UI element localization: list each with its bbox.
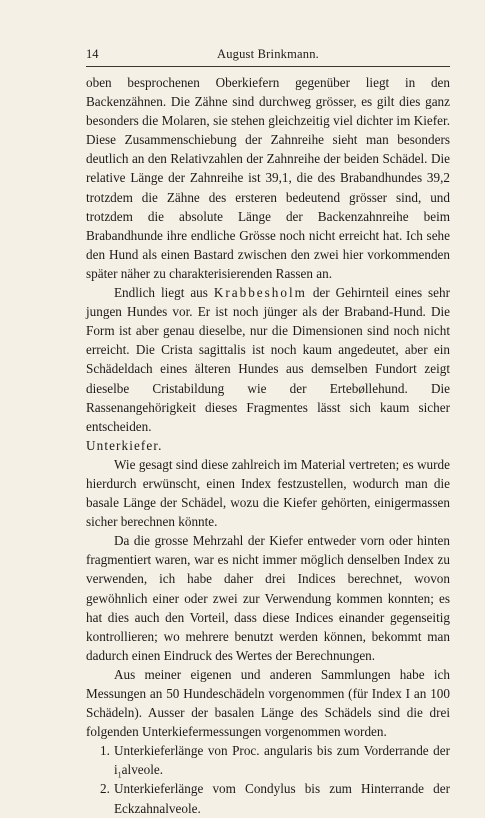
paragraph-4: Da die grosse Mehrzahl der Kiefer entweder vorn oder hinten fragmentiert waren, war es nicht immer möglich denselben Index zu verwenden, ich habe daher drei Indices berechnet, wovon gewöhnlich einer oder zwei zur Verwendung kommen konnten; es hat dies auch den Vorteil, dass diese Indices einander gegenseitig kontrollieren; wo mehrere benutzt werden können, bekommt man dadurch einen Eindruck des Wertes der Berechnungen. [86, 533, 450, 663]
header-rule [86, 66, 450, 67]
paragraph-2-start: Endlich liegt aus [114, 285, 208, 301]
list-subscript: 1 [117, 771, 122, 781]
page-number: 14 [86, 47, 99, 61]
list-item [86, 779, 450, 817]
body-text [86, 73, 450, 818]
place-name-krabbesholm: Krabbesholm [213, 285, 307, 301]
section-heading: Unterkiefer. [86, 437, 163, 453]
page-header [86, 47, 450, 65]
paragraph-2 [86, 283, 450, 436]
list-text-end: alveole. [121, 762, 164, 778]
running-title: August Brinkmann. [216, 47, 319, 61]
paragraph-3: Wie gesagt sind diese zahlreich im Material vertreten; es wurde hierdurch erwünscht, einen Index festzustellen, wodurch man die basale Länge der Schädel, wozu die Kiefer gehörten, einigermassen sicher berechnen könnte. [86, 456, 450, 530]
list-number: 1. [100, 743, 110, 759]
paragraph-1: oben besprochenen Oberkiefern gegenüber liegt in den Backenzähnen. Die Zähne sind durchweg grösser, es gilt dies ganz besonders die Molaren, sie stehen gleichzeitig viel dichter im Kiefer. Diese Zusammenschiebung der Zahnreihe sieht man besonders deutlich an den Relativzahlen der Zahnreihe der beiden Schädel. Die relative Länge der Zahnreihe ist 39,1, die des Brabandhundes 39,2 trotzdem die Zähne des ersteren bedeutend grösser sind, und trotzdem die absolute Länge der Backenzahnreihe beim Brabandhunde ihre endliche Grösse noch nicht erreicht hat. Ich sehe den Hund als einen Bastard zwischen den zwei hier vorkommenden später näher zu charakterisierenden Rassen an. [86, 75, 450, 281]
list-number: 2. [100, 781, 110, 797]
paragraph-2-rest: der Gehirnteil eines sehr jungen Hundes vor. Er ist noch jünger als der Braband-Hund. Die Form ist aber genau dieselbe, nur die Dimensionen sind noch nicht erreicht. Die Crista sagittalis ist noch kaum angedeutet, aber ein Schädeldach eines älteren Hundes aus demselben Fundort zeigt dieselbe Cristabildung wie der Ertebøllehund. Die Rassenangehörigkeit dieses Fragmentes lässt sich kaum sicher entscheiden. [86, 285, 451, 434]
paragraph-5: Aus meiner eigenen und anderen Sammlungen habe ich Messungen an 50 Hundeschädeln vorgenommen (für Index I an 100 Schädeln). Ausser der basalen Länge des Schädels sind die drei folgenden Unterkiefermessungen vorgenommen worden. [86, 666, 450, 740]
list-text: Unterkieferlänge vom Condylus bis zum Hinterrande der Eckzahnalveole. [114, 781, 450, 816]
measurement-list [86, 741, 450, 817]
list-text: Unterkieferlänge von Proc. angularis bis zum Vorderrande der i [114, 743, 450, 778]
list-item [86, 741, 450, 779]
